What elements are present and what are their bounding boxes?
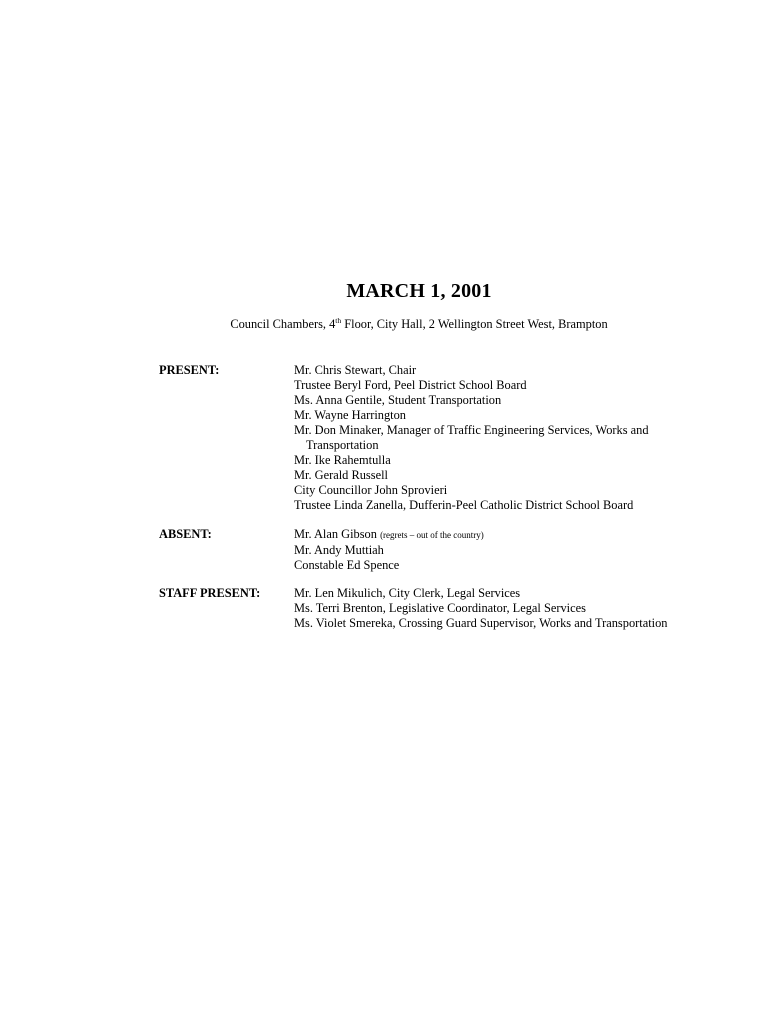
location-superscript: th [335,316,342,325]
absent-member [294,543,694,558]
present-member: Trustee Beryl Ford, Peel District School Board [294,378,527,392]
location-text: Council Chambers, 4 [230,317,336,331]
staff-member: Ms. Violet Smereka, Crossing Guard Supervisor, Works and Transportation [294,616,668,630]
absent-member-note: (regrets – out of the country) [380,530,484,540]
present-member: Mr. Gerald Russell [294,468,388,482]
location-text-rest: Floor, City Hall, 2 Wellington Street West, Brampton [341,317,608,331]
staff-label: STAFF PRESENT: [159,586,261,600]
absent-member-name: Mr. Andy Muttiah [294,543,384,557]
present-member: Mr. Wayne Harrington [294,408,406,422]
present-member: City Councillor John Sprovieri [294,483,448,497]
meeting-location [0,317,770,332]
absent-member [294,527,694,543]
present-list [294,363,694,513]
absent-member-name: Constable Ed Spence [294,558,400,572]
present-member: Mr. Chris Stewart, Chair [294,363,417,377]
page-title: MARCH 1, 2001 [346,280,492,302]
present-member: Mr. Don Minaker, Manager of Traffic Engineering Services, Works and Transportation [294,423,649,452]
absent-list [294,527,694,573]
present-member: Ms. Anna Gentile, Student Transportation [294,393,502,407]
staff-member: Mr. Len Mikulich, City Clerk, Legal Services [294,586,521,600]
staff-member: Ms. Terri Brenton, Legislative Coordinator, Legal Services [294,601,586,615]
absent-label: ABSENT: [159,527,212,541]
absent-member [294,558,694,573]
present-label: PRESENT: [159,363,220,377]
present-member: Mr. Ike Rahemtulla [294,453,391,467]
absent-member-name: Mr. Alan Gibson [294,527,377,541]
present-member: Trustee Linda Zanella, Dufferin-Peel Catholic District School Board [294,498,634,512]
staff-list [294,586,694,631]
